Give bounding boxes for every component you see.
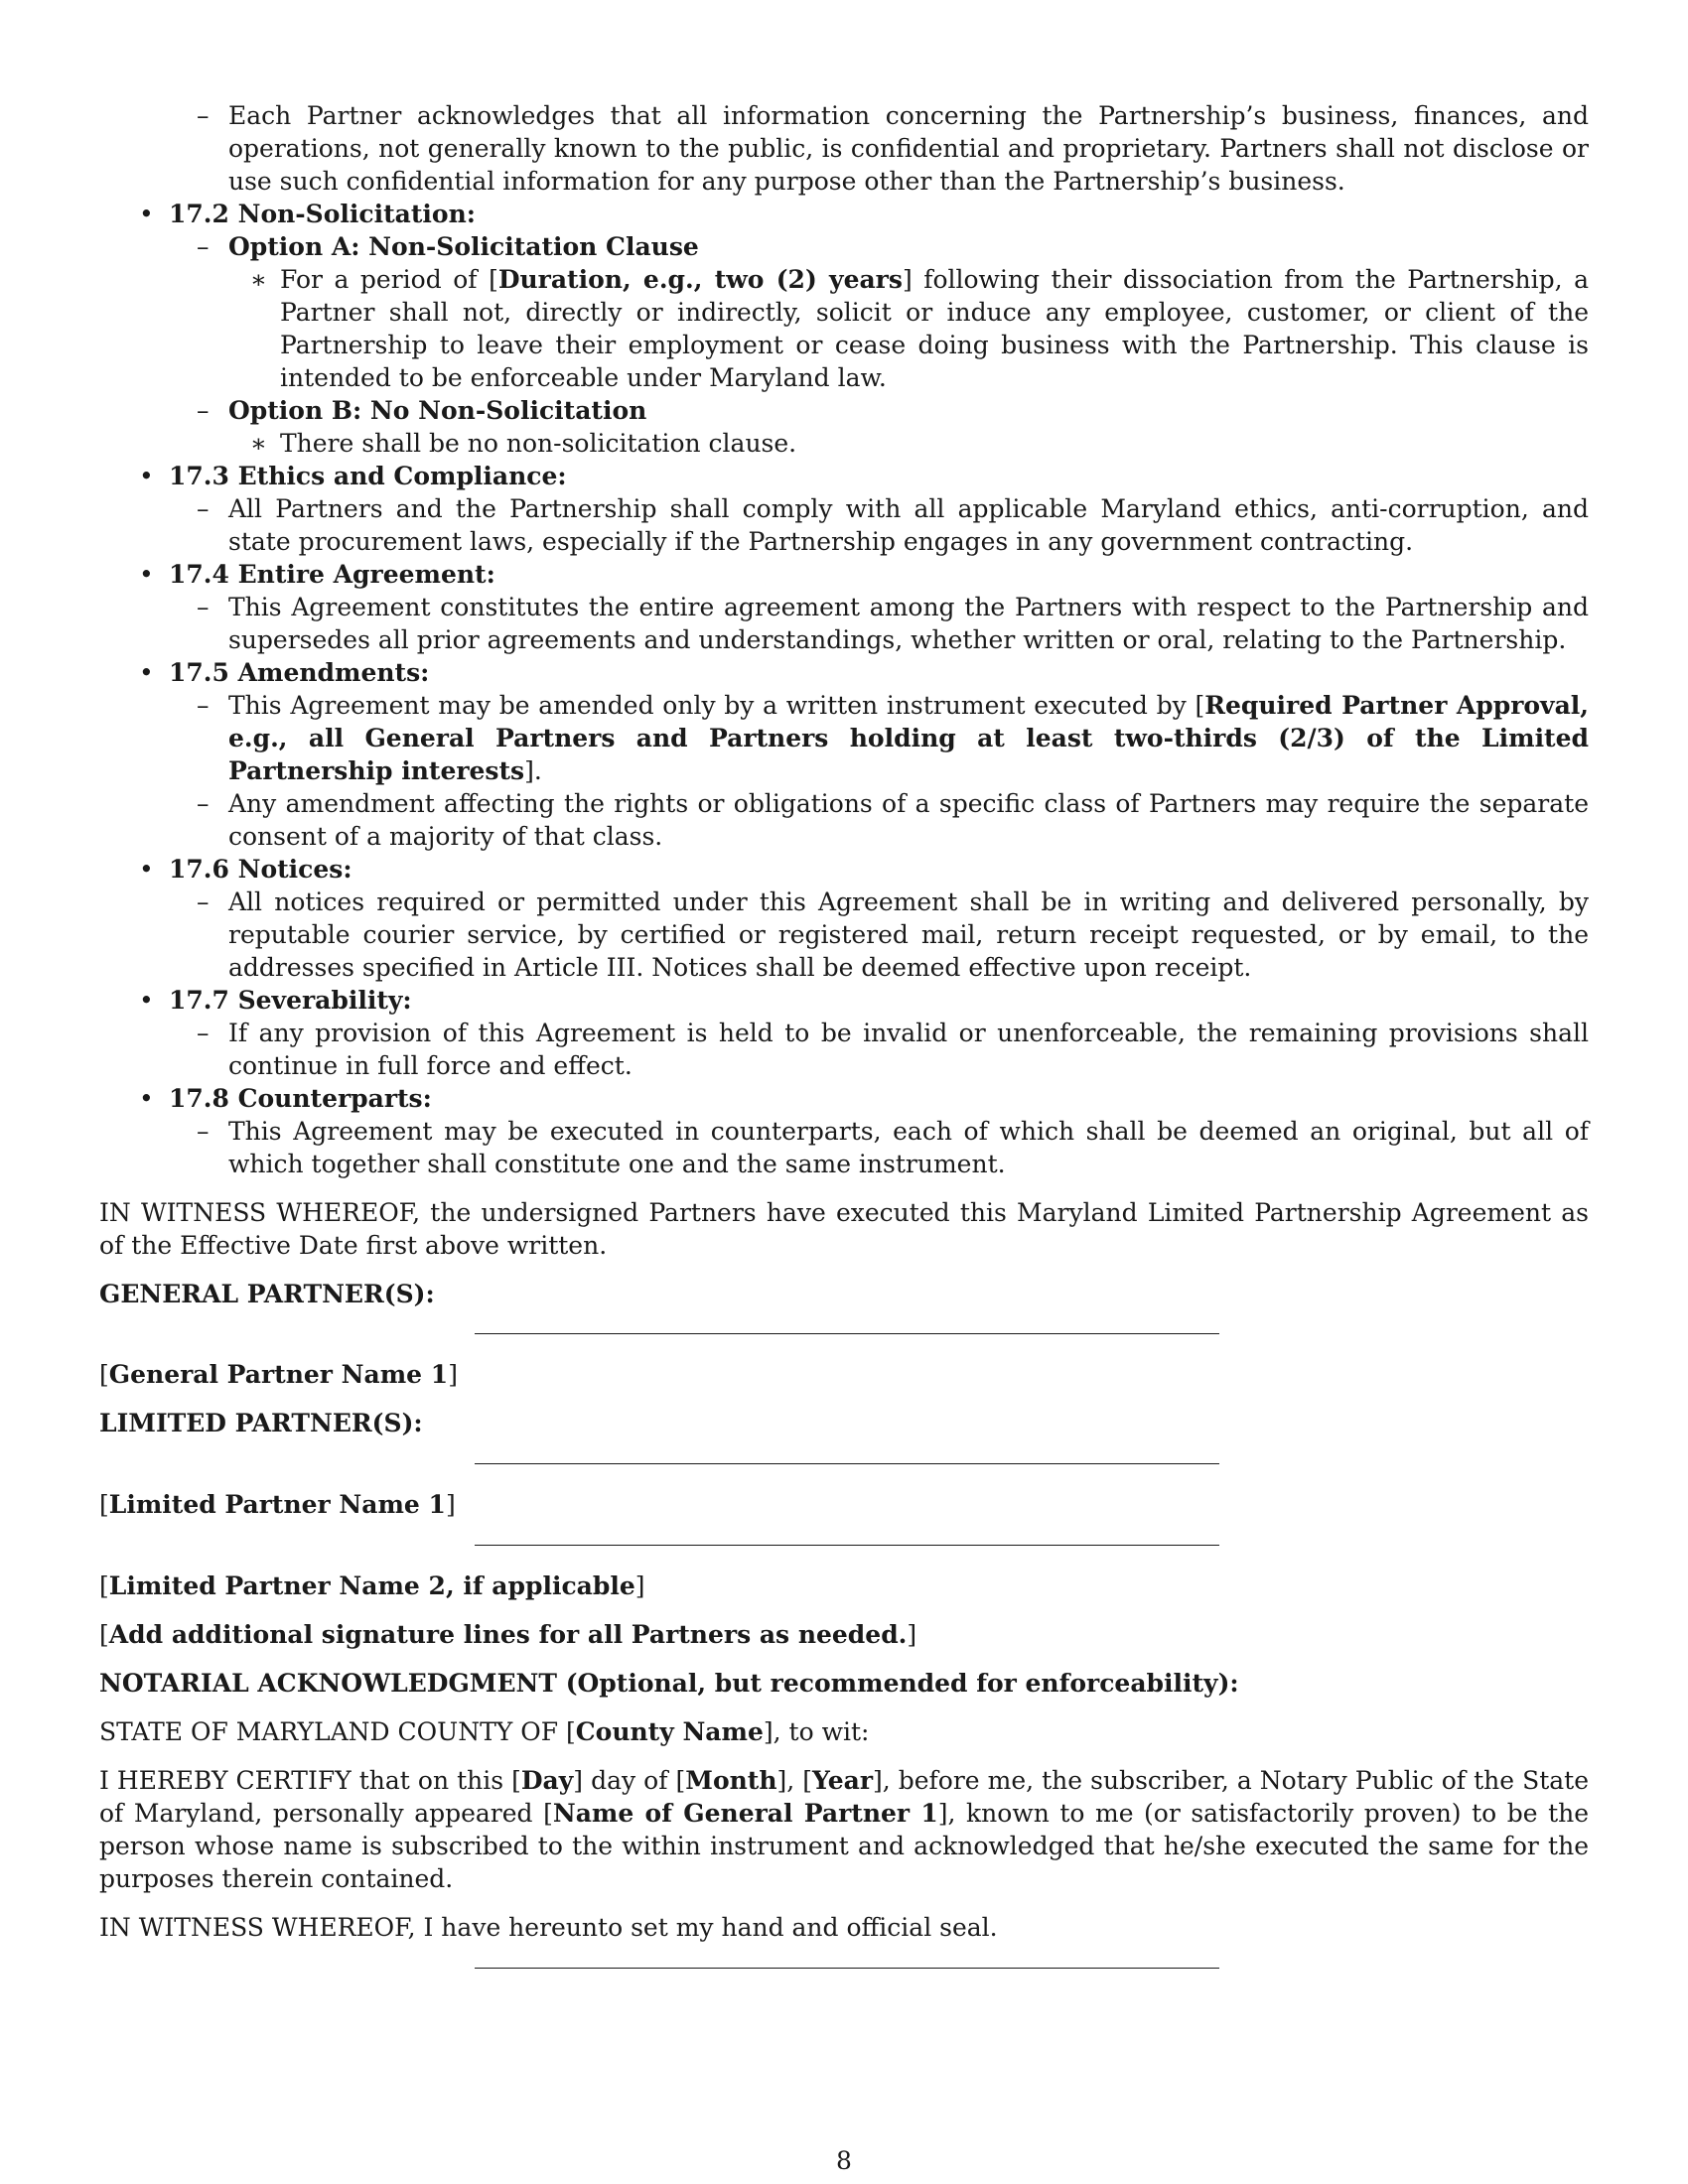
dash-marker: – — [197, 494, 210, 523]
option-b-heading — [99, 394, 1589, 427]
section-17-2 — [99, 198, 1589, 230]
text-run: STATE OF MARYLAND COUNTY OF [ — [99, 1717, 576, 1746]
section-item — [99, 1017, 1589, 1082]
signature-line — [475, 1333, 1219, 1334]
limited-partner-2-name: [Limited Partner Name 2, if applicable] — [99, 1571, 645, 1600]
dash-marker: – — [197, 101, 210, 130]
section-title: 17.6 Notices: — [169, 855, 352, 884]
heading-text: GENERAL PARTNER(S): — [99, 1280, 435, 1308]
limited-partners-heading — [99, 1407, 1589, 1439]
text-run: ], before me, the subscriber, a Notary Public of the State of Maryland, personally appeared [ — [99, 1766, 1590, 1828]
text-run: ], [ — [776, 1766, 813, 1795]
text-run: ] day of [ — [573, 1766, 686, 1795]
section-17-6 — [99, 853, 1589, 886]
placeholder-name: Limited Partner Name 1 — [108, 1490, 446, 1519]
bullet-marker: • — [139, 855, 154, 884]
section-text: All notices required or permitted under this Agreement shall be in writing and delivered personally, by reputable courier service, by certified or registered mail, return receipt requested, or by email, to the addresses specified in Article III. Notices shall be deemed effective upon receipt. — [228, 887, 1589, 982]
general-partner-1-name: [General Partner Name 1] — [99, 1360, 458, 1389]
section-17-8 — [99, 1082, 1589, 1115]
dash-marker: – — [197, 1117, 210, 1146]
section-item — [99, 689, 1589, 787]
dash-marker: – — [197, 1019, 210, 1047]
bullet-marker: • — [139, 200, 154, 228]
witness-seal: IN WITNESS WHEREOF, I have hereunto set my hand and official seal. — [99, 1913, 998, 1942]
bullet-marker: • — [139, 658, 154, 687]
section-item — [99, 492, 1589, 558]
section-text: This Agreement constitutes the entire agreement among the Partners with respect to the Partnership and supersedes all prior agreements and understandings, whether written or oral, relating to the Partnership. — [228, 593, 1589, 654]
option-b-text: There shall be no non-solicitation clause. — [280, 429, 797, 458]
bullet-marker: • — [139, 986, 154, 1015]
section-item — [99, 1115, 1589, 1180]
bullet-marker: • — [139, 462, 154, 490]
section-text: If any provision of this Agreement is held to be invalid or unenforceable, the remaining provisions shall continue in full force and effect. — [228, 1019, 1589, 1080]
additional-signature-note: [Add additional signature lines for all Partners as needed.] — [99, 1620, 917, 1649]
option-a-heading — [99, 230, 1589, 263]
dash-marker: – — [197, 887, 210, 916]
section-17-3 — [99, 460, 1589, 492]
placeholder-day: Day — [520, 1766, 574, 1795]
text-run: ], known to me (or satisfactorily proven) to be the person whose name is subscribed to the within instrument and acknowledged that he/she executed the same for the purposes therein contained. — [99, 1799, 1590, 1893]
section-item — [99, 787, 1589, 853]
dash-marker: – — [197, 691, 210, 720]
placeholder-year: Year — [812, 1766, 873, 1795]
placeholder-partner-name: Name of General Partner 1 — [552, 1799, 938, 1828]
text-run: ]. — [524, 756, 542, 785]
confidentiality-item — [99, 99, 1589, 198]
text-run: I HEREBY CERTIFY that on this [ — [99, 1766, 521, 1795]
text-run: For a period of [ — [280, 265, 498, 294]
signature-line — [475, 1463, 1219, 1464]
page-number: 8 — [836, 2146, 852, 2175]
placeholder-duration: Duration, e.g., two (2) years — [497, 265, 903, 294]
section-17-5 — [99, 656, 1589, 689]
bullet-marker: • — [139, 1084, 154, 1113]
signature-line — [475, 1545, 1219, 1546]
heading-text: LIMITED PARTNER(S): — [99, 1409, 423, 1437]
text-run: ], to wit: — [763, 1717, 870, 1746]
section-text: This Agreement may be executed in counterparts, each of which shall be deemed an original, but all of which together shall constitute one and the same instrument. — [228, 1117, 1589, 1178]
section-17-7 — [99, 984, 1589, 1017]
section-title: 17.2 Non-Solicitation: — [169, 200, 476, 228]
section-title: 17.5 Amendments: — [169, 658, 430, 687]
asterisk-marker: ∗ — [250, 265, 267, 294]
general-partners-heading — [99, 1278, 1589, 1310]
section-title: 17.8 Counterparts: — [169, 1084, 432, 1113]
section-text: All Partners and the Partnership shall comply with all applicable Maryland ethics, anti-corruption, and state procurement laws, especially if the Partnership engages in any government contracting. — [228, 494, 1589, 556]
option-b-title: Option B: No Non-Solicitation — [228, 396, 647, 425]
text-run: ] following their dissociation from the Partnership, a Partner shall not, directly or indirectly, solicit or induce any employee, customer, or client of the Partnership to leave their employment or cease doing business with the Partnership. This clause is intended to be enforceable under Maryland law. — [280, 265, 1590, 392]
limited-partner-1-name: [Limited Partner Name 1] — [99, 1490, 456, 1519]
placeholder-name: General Partner Name 1 — [108, 1360, 449, 1389]
option-a-title: Option A: Non-Solicitation Clause — [228, 232, 699, 261]
section-title: 17.4 Entire Agreement: — [169, 560, 495, 589]
section-item — [99, 591, 1589, 656]
placeholder-county: County Name — [575, 1717, 764, 1746]
dash-marker: – — [197, 789, 210, 818]
option-b-item — [99, 427, 1589, 460]
heading-text: NOTARIAL ACKNOWLEDGMENT (Optional, but recommended for enforceability): — [99, 1669, 1239, 1698]
text-run: This Agreement may be amended only by a written instrument executed by [ — [228, 691, 1205, 720]
certification-paragraph — [99, 1764, 1589, 1895]
dash-marker: – — [197, 396, 210, 425]
section-item — [99, 886, 1589, 984]
section-title: 17.7 Severability: — [169, 986, 412, 1015]
placeholder-month: Month — [685, 1766, 777, 1795]
section-17-4 — [99, 558, 1589, 591]
section-title: 17.3 Ethics and Compliance: — [169, 462, 567, 490]
section-text: Any amendment affecting the rights or obligations of a specific class of Partners may require the separate consent of a majority of that class. — [228, 789, 1589, 851]
notary-heading — [99, 1667, 1589, 1700]
dash-marker: – — [197, 593, 210, 621]
option-a-item — [99, 263, 1589, 394]
asterisk-marker: ∗ — [250, 429, 267, 458]
notary-signature-line — [475, 1968, 1219, 1969]
state-county-line — [99, 1715, 1589, 1748]
dash-marker: – — [197, 232, 210, 261]
document-body — [99, 99, 1589, 1969]
witness-intro: IN WITNESS WHEREOF, the undersigned Partners have executed this Maryland Limited Partnership Agreement as of the Effective Date first above written. — [99, 1198, 1589, 1260]
placeholder-approval: Required Partner Approval, e.g., all General Partners and Partners holding at least two-thirds (2/3) of the Limited Partnership interests — [228, 691, 1589, 785]
note-text: Add additional signature lines for all Partners as needed. — [108, 1620, 908, 1649]
placeholder-name: Limited Partner Name 2, if applicable — [108, 1571, 635, 1600]
confidentiality-text: Each Partner acknowledges that all information concerning the Partnership’s business, finances, and operations, not generally known to the public, is confidential and proprietary. Partners shall not disclose or use such confidential information for any purpose other than the Partnership’s business. — [228, 101, 1589, 196]
bullet-marker: • — [139, 560, 154, 589]
